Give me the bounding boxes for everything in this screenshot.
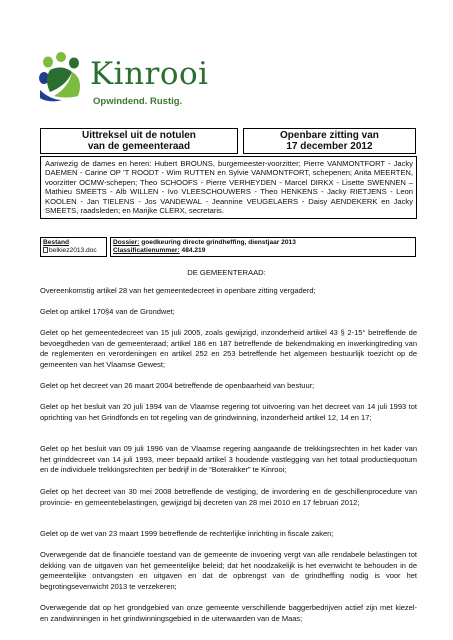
paragraph: Gelet op het besluit van 09 juli 1996 van de Vlaamse regering aangaande de trekkingsrechten in het kader van het grinddecreet van 14 juli 1993, meer bepaald artikel 3 houdende vastlegging van het totaal productiequotum en de individuele trekkingsrechten per bedrijf in de “Boterakker” te Kinrooi; [40, 444, 417, 475]
logo-tagline: Opwindend. Rustig. [93, 96, 183, 107]
classification-value: 484.219 [181, 246, 206, 254]
paragraph: Overwegende dat op het grondgebied van onze gemeente verschillende baggerbedrijven actief zijn met kiezel- en zandwinningen in het grindwinningsgebied in de uiterwaarden van de Maas; [40, 603, 417, 623]
paragraph: Overwegende dat de financiële toestand van de gemeente de invoering vergt van alle rendabele belastingen tot dekking van de uitgaven van het gemeentelijke beleid; dat het noodzakelijk is het evenwicht te behouden in de gemeentelijke ontvangsten en uitgaven en dat de opbrengst van de grindheffing nodig is voor het begrotingsevenwicht 2013 te verzekeren; [40, 550, 417, 591]
file-value-row [43, 247, 104, 255]
document-meta-table [40, 237, 416, 257]
dossier-cell [111, 238, 416, 257]
logo-wordmark: Kinrooi [90, 56, 209, 92]
file-value[interactable]: belkiez2013.doc [49, 246, 97, 254]
title-session-box [243, 129, 415, 154]
paragraph: Gelet op het gemeentedecreet van 15 juli 2005, zoals gewijzigd, inzonderheid artikel 43 § 2-15° betreffende de bevoegdheden van de gemeenteraad; artikel 186 en 187 betreffende de bekendmaking en inwerkingtreding van de reglementen en verordeningen en artikel 252 en 253 betreffende het algemeen bestuurlijk toezicht op de gemeenten van het Vlaamse Gewest; [40, 328, 417, 369]
paragraph: Gelet op artikel 170§4 van de Grondwet; [40, 307, 175, 316]
file-cell [41, 238, 107, 257]
dossier-row [113, 239, 413, 247]
paragraph: Overeenkomstig artikel 28 van het gemeentedecreet in openbare zitting vergaderd; [40, 286, 316, 295]
attendance-box: Aanwezig de dames en heren: Hubert BROUNS, burgemeester-voorzitter; Pierre VANMONTFORT - Jacky DAEMEN - Carine OP 'T ROODT - Wim RUTTEN en Sylvie VANMONTFORT, schepenen; Anita MEERTEN, voorzitter OCMW-schepen; Theo SCHOOFS - Pierre VERHEYDEN - Marcel DIRKX - Lisette SWENNEN – Mathieu SMEETS - Alb WILLEN - Ivo VLEESCHOUWERS - Theo HENKENS - Jacky RIETJENS - Leon KOOLEN - Jan TIELENS - Jos VANDEWAL - Jeannine VEUGELAERS - Daisy AENDEKERK en Jacky SMEETS, raadsleden; en Marijke CLERX, secretaris. [40, 156, 417, 219]
dossier-label: Dossier: [113, 239, 140, 246]
title-minutes-box [41, 129, 238, 154]
paragraph: Gelet op het besluit van 20 juli 1994 van de Vlaamse regering tot uitvoering van het decreet van 14 juli 1993 tot oprichting van het Grindfonds en tot regeling van de grindwinning, inzonderheid artikel 12, 14 en 17; [40, 402, 417, 422]
title-block [40, 128, 416, 154]
paragraph: Gelet op het decreet van 30 mei 2008 betreffende de vestiging, de invordering en de geschillenprocedure van provincie- en gemeentebelastingen, gewijzigd bij decreten van 28 mei 2010 en 17 februari 2012; [40, 487, 417, 507]
file-label: Bestand [43, 239, 70, 246]
title-minutes-line2: van de gemeenteraad [87, 141, 191, 152]
classification-label: Classificatienummer: [113, 246, 180, 254]
document-icon [43, 247, 48, 253]
kinrooi-logo-icon [36, 52, 88, 104]
title-session-line1: Openbare zitting van [280, 130, 379, 141]
paragraph: Gelet op het decreet van 26 maart 2004 betreffende de openbaarheid van bestuur; [40, 381, 315, 390]
classification-row [113, 247, 413, 255]
title-minutes-line1: Uittreksel uit de notulen [82, 130, 196, 141]
dossier-value: goedkeuring directe grindheffing, dienstjaar 2013 [141, 239, 296, 246]
paragraph: Gelet op de wet van 23 maart 1999 betreffende de rechterlijke inrichting in fiscale zaken; [40, 529, 334, 538]
title-session-line2: 17 december 2012 [286, 141, 373, 152]
council-heading: DE GEMEENTERAAD: [187, 268, 266, 277]
